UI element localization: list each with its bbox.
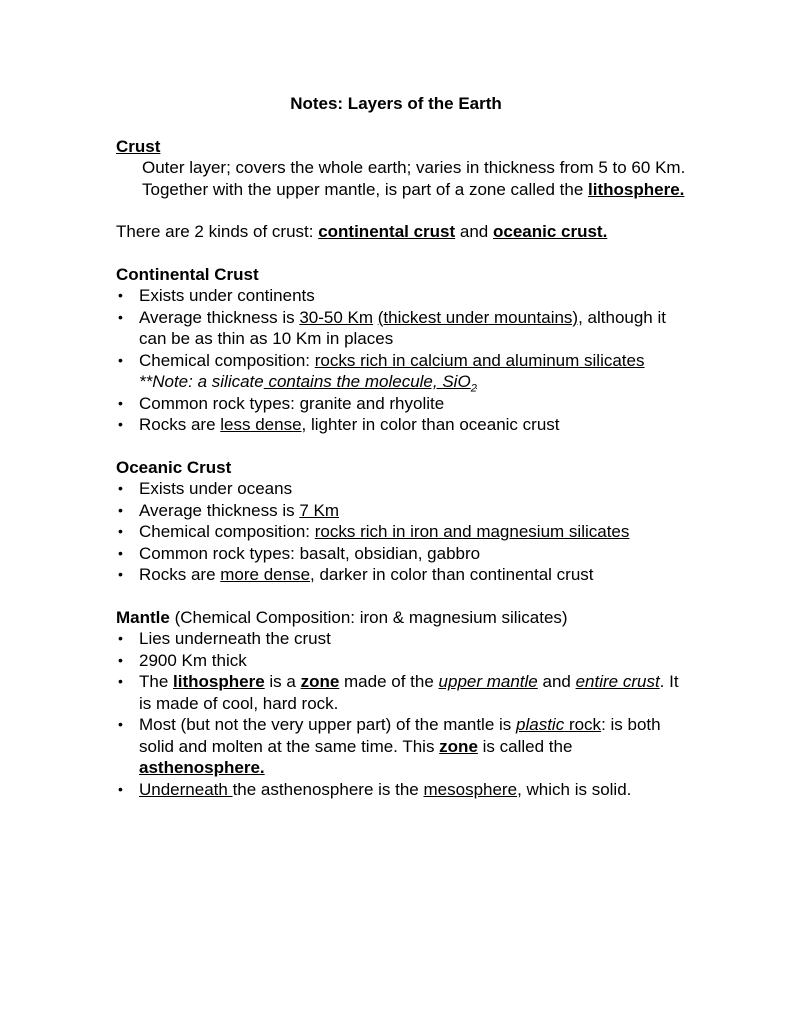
list-item-text: made of the <box>339 672 439 691</box>
continental-thickness-note: (thickest under mountains), <box>377 307 583 327</box>
bullet-icon: • <box>118 716 123 732</box>
list-item-text: Lies underneath the crust <box>139 629 331 648</box>
continental-crust-list <box>116 285 686 436</box>
list-item-text: , lighter in color than oceanic crust <box>301 415 560 434</box>
list-item-text: 2900 Km thick <box>139 650 247 670</box>
mantle-list <box>116 628 686 800</box>
section-heading-crust: Crust <box>116 136 161 156</box>
list-item-text: Average thickness is <box>139 500 300 520</box>
bullet-icon: • <box>118 523 123 539</box>
bullet-icon: • <box>118 673 123 689</box>
silicate-note <box>139 371 686 393</box>
term-lithosphere-mantle: lithosphere <box>173 672 265 691</box>
list-item-text: although it can be as thin as 10 Km in places <box>139 307 666 348</box>
bullet-icon: • <box>118 287 123 303</box>
bullet-icon: • <box>118 501 123 518</box>
crust-kinds-prefix: There are 2 kinds of crust: <box>116 222 319 241</box>
list-item <box>116 478 686 500</box>
list-item-text: and <box>537 672 576 691</box>
list-item <box>116 500 686 522</box>
continental-thickness-value: 30-50 Km <box>299 307 374 327</box>
oceanic-crust-list <box>116 478 686 586</box>
list-item-text: , which is solid. <box>517 779 632 799</box>
list-item <box>116 393 686 415</box>
crust-description-text: Outer layer; covers the whole earth; varies in thickness from 5 to 60 Km. Together with the upper mantle, is part of a zone called the <box>142 158 686 199</box>
section-heading-continental-crust: Continental Crust <box>116 264 259 284</box>
bullet-icon: • <box>118 544 123 561</box>
list-item <box>116 650 686 672</box>
bullet-icon: • <box>118 480 123 496</box>
list-item-text: is called the <box>477 736 573 756</box>
list-item <box>116 564 686 586</box>
list-item-text: Exists under continents <box>139 286 315 305</box>
bullet-icon: • <box>118 416 123 432</box>
oceanic-thickness-value: 7 Km <box>299 500 340 520</box>
continental-composition-value: rocks rich in calcium and aluminum silicates <box>314 350 645 370</box>
term-plastic: plastic <box>516 715 565 734</box>
continental-density-value: less dense <box>220 415 302 434</box>
term-continental-crust: continental crust <box>318 222 456 241</box>
section-heading-mantle-line <box>116 607 686 629</box>
silicate-note-prefix: **Note: a silicate <box>139 372 264 391</box>
list-item <box>116 521 686 543</box>
list-item <box>116 714 686 779</box>
term-rock: rock <box>568 715 602 734</box>
bullet-icon: • <box>118 308 123 325</box>
crust-description <box>116 157 686 200</box>
mantle-composition-note: (Chemical Composition: iron & magnesium silicates) <box>169 607 568 627</box>
list-item-text: : is both solid and molten at the same time. This <box>139 715 661 756</box>
bullet-icon: • <box>118 630 123 646</box>
term-upper-mantle: upper mantle <box>438 672 538 691</box>
bullet-icon: • <box>118 394 123 411</box>
list-item-text: Exists under oceans <box>139 479 293 498</box>
term-lithosphere: lithosphere. <box>588 179 685 199</box>
crust-kinds-and: and <box>455 222 493 241</box>
list-item-text: Common rock types: basalt, obsidian, gabbro <box>139 543 481 563</box>
list-item-text: Rocks are <box>139 415 221 434</box>
list-item <box>116 671 686 714</box>
bullet-icon: • <box>118 780 123 797</box>
bullet-icon: • <box>118 566 123 582</box>
section-heading-mantle: Mantle <box>116 607 170 627</box>
list-item-text: Most (but not the very upper part) of the mantle is <box>139 715 517 734</box>
list-item-text: Average thickness is <box>139 307 300 327</box>
term-zone: zone <box>300 672 340 691</box>
list-item <box>116 307 686 350</box>
oceanic-density-value: more dense <box>220 565 311 584</box>
list-item-text: , darker in color than continental crust <box>310 565 594 584</box>
term-asthenosphere: asthenosphere. <box>139 758 265 777</box>
list-item <box>116 543 686 565</box>
crust-kinds-line <box>116 221 686 243</box>
list-item <box>116 350 686 393</box>
list-item-text: Chemical composition: <box>139 522 315 541</box>
list-item <box>116 628 686 650</box>
list-item <box>116 779 686 801</box>
document-page <box>116 93 686 800</box>
silicate-note-text: contains the molecule, SiO <box>263 372 471 391</box>
list-item-text: The <box>139 672 174 691</box>
term-mesosphere: mesosphere <box>423 779 518 799</box>
list-item-text: Rocks are <box>139 565 221 584</box>
bullet-icon: • <box>118 651 123 668</box>
section-heading-oceanic-crust: Oceanic Crust <box>116 457 232 477</box>
term-entire-crust: entire crust <box>575 672 660 691</box>
list-item-text: the asthenosphere is the <box>232 779 424 799</box>
silicate-note-underlined <box>263 372 477 395</box>
list-item <box>116 414 686 436</box>
list-item <box>116 285 686 307</box>
list-item-text: is a <box>264 672 301 691</box>
bullet-icon: • <box>118 351 123 368</box>
list-item-text: Chemical composition: <box>139 350 315 370</box>
term-oceanic-crust: oceanic crust. <box>492 222 608 241</box>
oceanic-composition-value: rocks rich in iron and magnesium silicates <box>314 522 630 541</box>
silicate-note-subscript: 2 <box>470 382 477 395</box>
list-item-text: . It is made of cool, hard rock. <box>139 672 679 713</box>
list-item-text: Common rock types: granite and rhyolite <box>139 393 445 413</box>
term-underneath: Underneath <box>139 779 233 799</box>
page-title: Notes: Layers of the Earth <box>290 94 502 113</box>
term-zone-asthenosphere: zone <box>439 736 478 756</box>
